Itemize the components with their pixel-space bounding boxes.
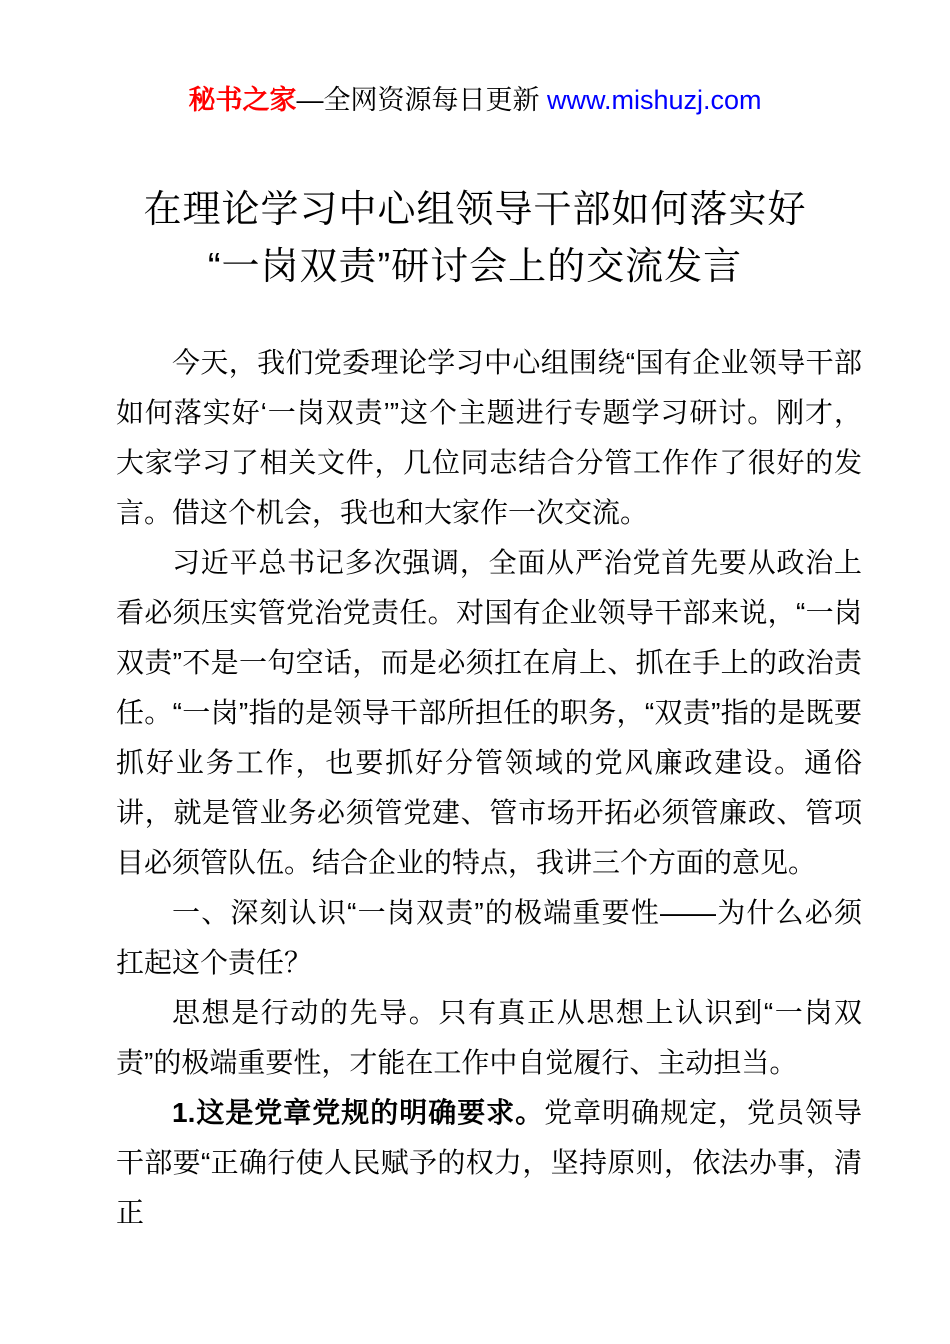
paragraph-importance [116, 538, 862, 888]
paragraph-text: 党章明确规定，党员领导干部要“正确行使人民赋予的权力，坚持原则，依法办事，清正 [116, 1097, 862, 1228]
document-body [0, 338, 950, 1238]
paragraph-intro [116, 338, 862, 538]
site-header [0, 82, 950, 118]
paragraph-text: 思想是行动的先导。只有真正从思想上认识到“一岗双责”的极端重要性，才能在工作中自觉履行、主动担当。 [116, 997, 862, 1078]
paragraph-thought [116, 988, 862, 1088]
paragraph-text: 今天，我们党委理论学习中心组围绕“国有企业领导干部如何落实好‘一岗双责’”这个主题进行专题学习研讨。刚才，大家学习了相关文件，几位同志结合分管工作作了很好的发言。借这个机会，我也和大家作一次交流。 [116, 347, 862, 528]
site-url-link[interactable]: www.mishuzj.com [546, 85, 762, 115]
document-title [0, 182, 950, 296]
site-brand: 秘书之家 [188, 85, 297, 115]
section-heading-one [116, 888, 862, 988]
paragraph-point1 [116, 1088, 862, 1238]
paragraph-bold-lead: 1.这是党章党规的明确要求。 [172, 1097, 545, 1128]
paragraph-text: 一、深刻认识“一岗双责”的极端重要性——为什么必须扛起这个责任？ [116, 897, 862, 978]
paragraph-text: 习近平总书记多次强调，全面从严治党首先要从政治上看必须压实管党治党责任。对国有企业领导干部来说，“一岗双责”不是一句空话，而是必须扛在肩上、抓在手上的政治责任。“一岗”指的是领导干部所担任的职务，“双责”指的是既要抓好业务工作，也要抓好分管领域的党风廉政建设。通俗讲，就是管业务必须管党建、管市场开拓必须管廉政、管项目必须管队伍。结合企业的特点，我讲三个方面的意见。 [116, 547, 862, 878]
document-title-line2: “一岗双责”研讨会上的交流发言 [207, 246, 743, 288]
document-title-line1: 在理论学习中心组领导干部如何落实好 [143, 189, 807, 231]
site-tagline: —全网资源每日更新 [296, 85, 547, 115]
